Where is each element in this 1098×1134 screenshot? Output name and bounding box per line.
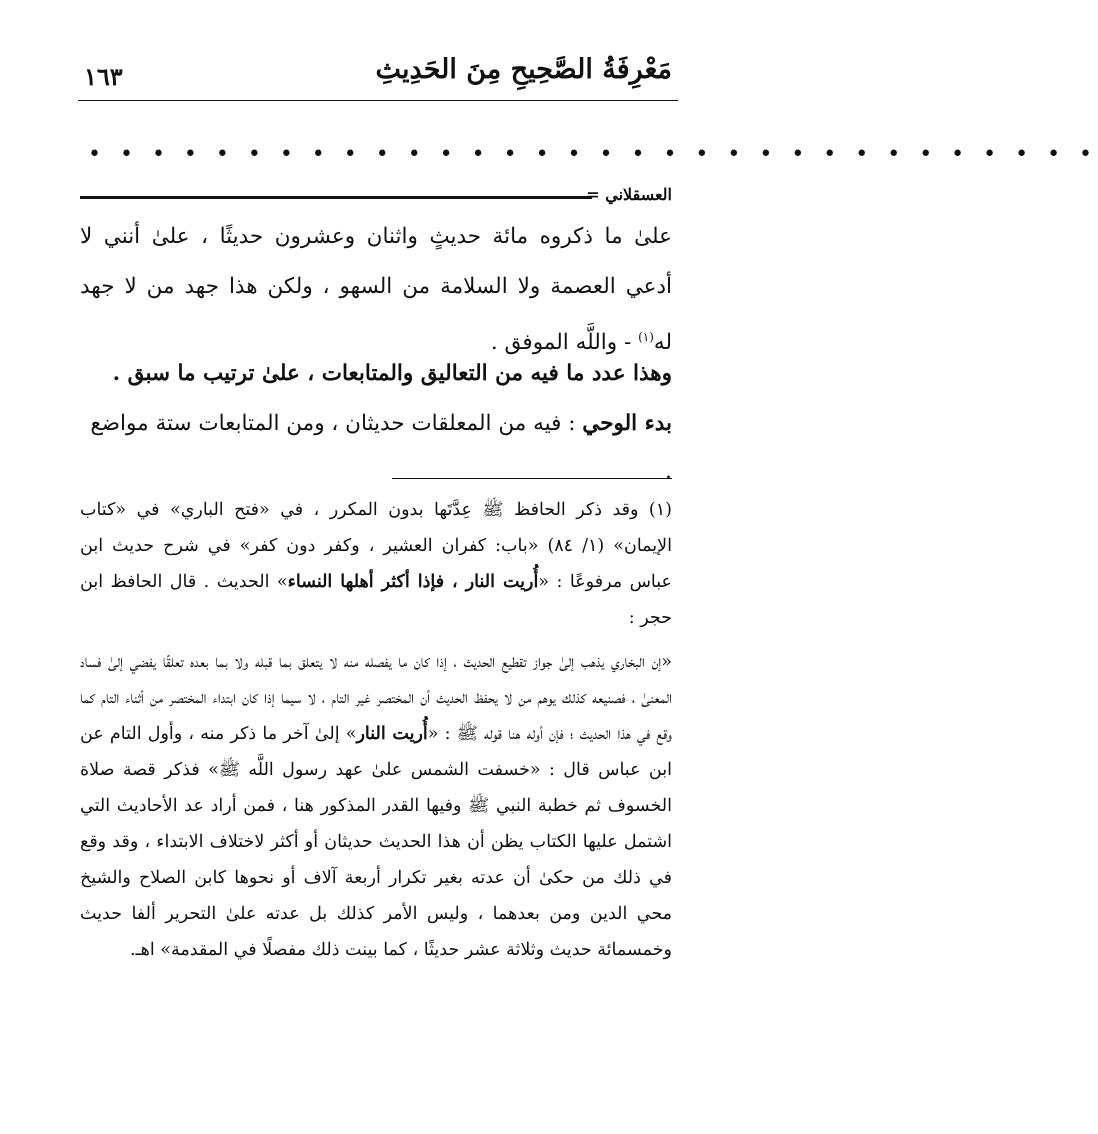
footnote-quote bbox=[80, 644, 672, 968]
section-divider-dots: • • • • • • • • • • • • • • • • • • • • • • • • • • • • • • • • bbox=[88, 142, 1098, 167]
quote-text-b: » إلىٰ آخر ما ذكر منه ، وأول التام عن ابن عباس قال : «خسفت الشمس علىٰ عهد رسول اللَّه ﷺ» فذكر قصة صلاة الخسوف ثم خطبة النبي ﷺ وفيها القدر المذكور هنا ، فمن أراد عد الأحاديث التي اشتمل عليها الكتاب يظن أن هذا الحديث حديثان أو أكثر لاختلاف الابتداء ، وقد وقع في ذلك من حكىٰ أن عدته بغير تكرار أربعة آلاف أو نحوها كابن الصلاح والشيخ محي الدين ومن بعدهما ، وليس الأمر كذلك بل عدته علىٰ التحرير ألفا حديث وخمسمائة حديث وثلاثة عشر حديثًا ، كما بينت ذلك مفصلًا في المقدمة» اهـ. bbox=[80, 724, 672, 960]
main-paragraph-text: علىٰ ما ذكروه مائة حديثٍ واثنان وعشرون حديثًا ، علىٰ أنني لا أدعي العصمة ولا السلامة من السهو ، ولكن هذا جهد من لا جهد له bbox=[80, 224, 672, 356]
footnote-paragraph bbox=[80, 492, 672, 636]
header-rule bbox=[78, 100, 678, 101]
summary-heading: وهذا عدد ما فيه من التعاليق والمتابعات ، علىٰ ترتيب ما سبق . bbox=[112, 361, 672, 386]
footnote-text-b: » الحديث . قال الحافظ ابن حجر : bbox=[80, 572, 672, 628]
footnote bbox=[80, 492, 672, 968]
author-label: العسقلاني = bbox=[586, 185, 672, 204]
running-header-title: مَعْرِفَةُ الصَّحِيحِ مِنَ الحَدِيثِ bbox=[375, 54, 672, 85]
footnote-text-a: (١) وقد ذكر الحافظ ﷺ عِدَّتَها بدون المكرر ، في «فتح الباري» في «كتاب الإيمان» (١/ ٨٤) «باب: كفران العشير ، وكفر دون كفر» في شرح حديث ابن عباس مرفوعًا : « bbox=[80, 500, 672, 592]
wahy-line bbox=[80, 400, 672, 496]
footnote-rule bbox=[392, 478, 672, 479]
main-paragraph-end: - واللَّه الموفق . bbox=[490, 330, 639, 356]
quote-bold: أُريت النار bbox=[356, 724, 428, 744]
wahy-lead: بدء الوحي bbox=[582, 411, 672, 436]
main-paragraph bbox=[80, 212, 672, 368]
author-rule bbox=[80, 196, 592, 199]
page-number: ١٦٣ bbox=[84, 62, 123, 91]
footnote-hadith-bold: أُريت النار ، فإذا أكثر أهلها النساء bbox=[287, 572, 539, 592]
quote-text-a: «إن البخاري يذهب إلىٰ جواز تقطيع الحديث ، إذا كان ما يفصله منه لا يتعلق بما قبله ولا بما بعده تعلقًا يفضي إلىٰ فساد المعنىٰ ، فصنيعه كذلك يوهم من لا يحفظ الحديث أن المختصر غير التام ، لا سيما إذا كان ابتداء المختصر من أثناء التام كما وقع في هذا الحديث ؛ فإن أوله هنا قوله ﷺ : « bbox=[80, 652, 672, 744]
footnote-reference: (١) bbox=[638, 330, 654, 344]
wahy-text: : فيه من المعلقات حديثان ، ومن المتابعات ستة مواضع . bbox=[90, 411, 672, 484]
